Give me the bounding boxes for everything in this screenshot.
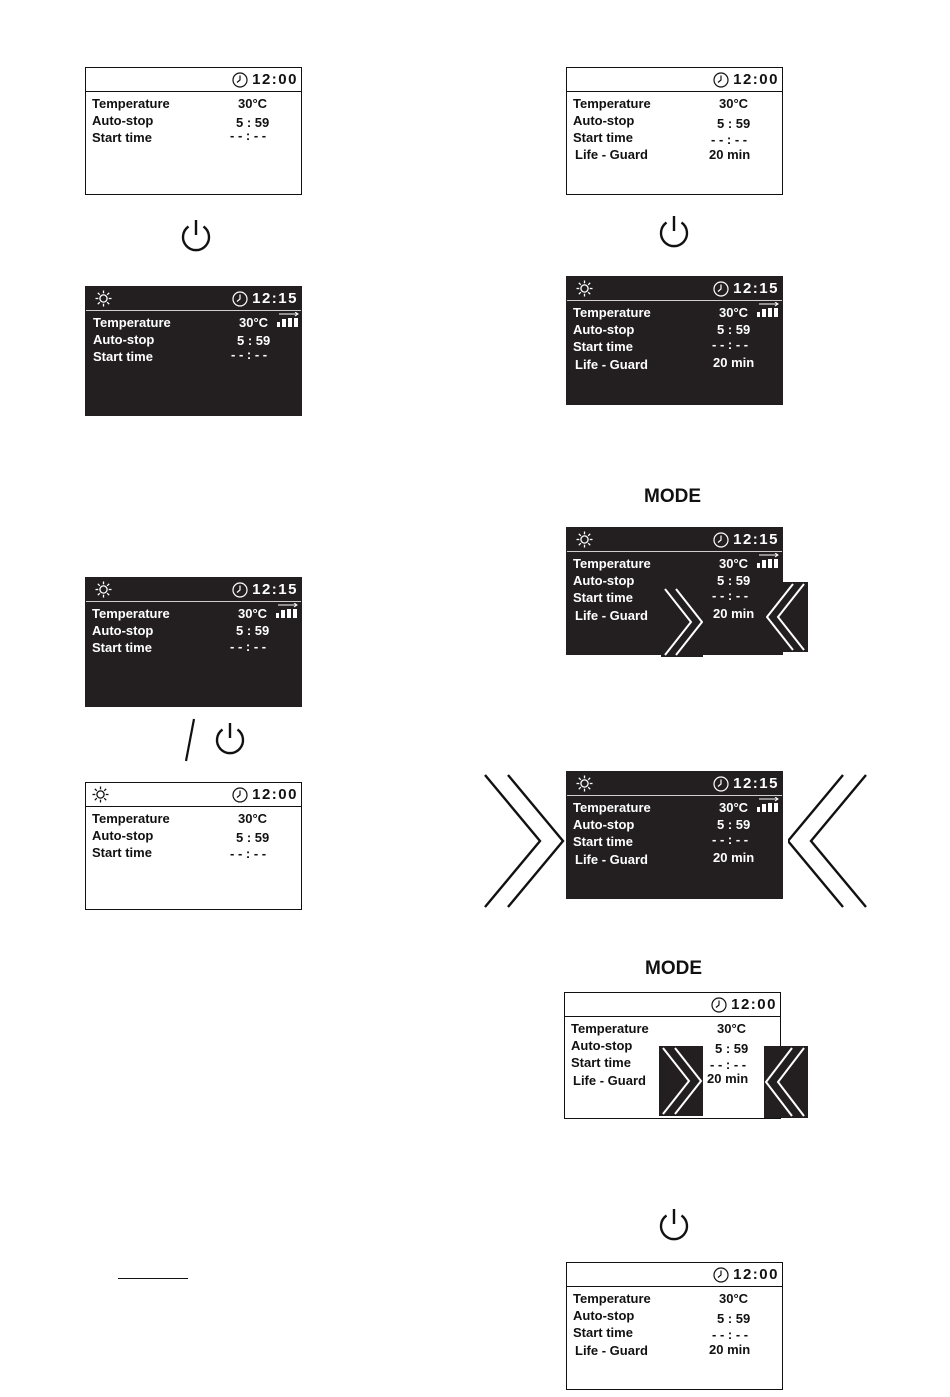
value-start-time: - - : - - [230, 846, 267, 861]
value-start-time: - - : - - [712, 337, 749, 352]
label-start-time: Start time [92, 130, 152, 145]
value-auto-stop: 5 : 59 [715, 1041, 749, 1056]
value-life-guard: 20 min [713, 606, 755, 621]
label-auto-stop: Auto-stop [92, 113, 154, 128]
clock-time: 12:15 [733, 531, 779, 548]
display-screen-on [85, 286, 302, 416]
clock-time: 12:15 [252, 581, 298, 598]
value-start-time: - - : - - [712, 832, 749, 847]
label-auto-stop: Auto-stop [573, 322, 635, 337]
value-start-time: - - : - - [712, 588, 749, 603]
clock [711, 996, 777, 1013]
clock-icon [711, 997, 727, 1013]
signal-bars-icon [756, 553, 780, 569]
label-life-guard: Life - Guard [575, 852, 648, 867]
sun-icon [95, 581, 112, 598]
clock [232, 786, 298, 803]
clock-time: 12:00 [731, 996, 777, 1013]
chevron-left-icon [788, 772, 872, 910]
display-screen-on [566, 771, 783, 899]
clock [232, 290, 298, 307]
label-start-time: Start time [573, 590, 633, 605]
screen-header [567, 68, 782, 92]
value-temperature: 30°C [717, 1021, 747, 1036]
display-screen-on [85, 577, 302, 707]
mode-button-label: MODE [645, 958, 702, 979]
value-temperature: 30°C [239, 315, 269, 330]
value-temperature: 30°C [719, 556, 749, 571]
value-temperature: 30°C [719, 1291, 749, 1306]
screen-header [567, 1263, 782, 1287]
label-auto-stop: Auto-stop [93, 332, 155, 347]
label-auto-stop: Auto-stop [92, 623, 154, 638]
value-start-time: - - : - - [230, 639, 267, 654]
label-auto-stop: Auto-stop [92, 828, 154, 843]
clock-time: 12:15 [733, 280, 779, 297]
value-auto-stop: 5 : 59 [236, 115, 270, 130]
value-auto-stop: 5 : 59 [717, 1311, 751, 1326]
mode-button-label: MODE [644, 486, 701, 507]
clock-icon [713, 281, 729, 297]
value-life-guard: 20 min [713, 355, 755, 370]
value-start-time: - - : - - [231, 347, 268, 362]
label-auto-stop: Auto-stop [573, 817, 635, 832]
label-start-time: Start time [573, 834, 633, 849]
sun-icon [576, 531, 593, 548]
power-icon [655, 213, 693, 251]
value-temperature: 30°C [238, 811, 268, 826]
clock-icon [232, 291, 248, 307]
value-start-time: - - : - - [710, 1057, 747, 1072]
label-life-guard: Life - Guard [575, 1343, 648, 1358]
value-auto-stop: 5 : 59 [236, 830, 270, 845]
screen-header [567, 528, 782, 552]
label-auto-stop: Auto-stop [573, 113, 635, 128]
value-life-guard: 20 min [713, 850, 755, 865]
clock [713, 531, 779, 548]
label-start-time: Start time [573, 1325, 633, 1340]
sun-icon [92, 786, 109, 803]
label-start-time: Start time [92, 845, 152, 860]
clock [713, 71, 779, 88]
sun-icon [95, 290, 112, 307]
display-screen-off [566, 67, 783, 195]
clock-icon [713, 72, 729, 88]
power-icon [211, 720, 249, 758]
power-icon [177, 217, 215, 255]
clock-time: 12:00 [733, 71, 779, 88]
chevron-right-icon [661, 587, 703, 657]
display-screen-off [85, 67, 302, 195]
label-auto-stop: Auto-stop [573, 1308, 635, 1323]
screen-header [567, 277, 782, 301]
display-screen-off [85, 782, 302, 910]
label-temperature: Temperature [573, 305, 651, 320]
label-life-guard: Life - Guard [575, 608, 648, 623]
value-auto-stop: 5 : 59 [236, 623, 270, 638]
clock [713, 775, 779, 792]
screen-header [86, 578, 301, 602]
label-temperature: Temperature [573, 1291, 651, 1306]
chevron-left-icon [764, 1046, 808, 1118]
label-life-guard: Life - Guard [575, 147, 648, 162]
signal-bars-icon [756, 302, 780, 318]
chevron-left-icon [766, 582, 808, 652]
signal-bars-icon [276, 312, 300, 328]
value-life-guard: 20 min [707, 1071, 749, 1086]
value-auto-stop: 5 : 59 [717, 573, 751, 588]
sun-icon [576, 280, 593, 297]
label-start-time: Start time [93, 349, 153, 364]
clock-time: 12:00 [733, 1266, 779, 1283]
clock [713, 1266, 779, 1283]
label-life-guard: Life - Guard [575, 357, 648, 372]
clock-time: 12:00 [252, 786, 298, 803]
underline-rule [118, 1278, 188, 1279]
screen-header [565, 993, 780, 1017]
value-auto-stop: 5 : 59 [237, 333, 271, 348]
label-temperature: Temperature [573, 800, 651, 815]
label-temperature: Temperature [573, 556, 651, 571]
screen-header [86, 287, 301, 311]
clock [232, 71, 298, 88]
label-temperature: Temperature [93, 315, 171, 330]
label-temperature: Temperature [92, 606, 170, 621]
chevron-right-icon [481, 772, 565, 910]
value-life-guard: 20 min [709, 1342, 751, 1357]
value-temperature: 30°C [719, 96, 749, 111]
chevron-right-icon [659, 1046, 703, 1116]
value-auto-stop: 5 : 59 [717, 322, 751, 337]
slash-separator [183, 718, 197, 762]
screen-header [567, 772, 782, 796]
label-life-guard: Life - Guard [573, 1073, 646, 1088]
label-temperature: Temperature [571, 1021, 649, 1036]
screen-header [86, 783, 301, 807]
clock-icon [232, 72, 248, 88]
label-temperature: Temperature [573, 96, 651, 111]
value-temperature: 30°C [238, 606, 268, 621]
clock-time: 12:00 [252, 71, 298, 88]
label-start-time: Start time [573, 130, 633, 145]
label-temperature: Temperature [92, 96, 170, 111]
label-auto-stop: Auto-stop [571, 1038, 633, 1053]
value-auto-stop: 5 : 59 [717, 817, 751, 832]
screen-header [86, 68, 301, 92]
value-temperature: 30°C [238, 96, 268, 111]
sun-icon [576, 775, 593, 792]
signal-bars-icon [275, 603, 299, 619]
signal-bars-icon [756, 797, 780, 813]
value-start-time: - - : - - [230, 128, 267, 143]
value-temperature: 30°C [719, 800, 749, 815]
label-auto-stop: Auto-stop [573, 573, 635, 588]
power-icon [655, 1206, 693, 1244]
clock-icon [713, 532, 729, 548]
clock-icon [232, 787, 248, 803]
label-start-time: Start time [573, 339, 633, 354]
clock-icon [713, 1267, 729, 1283]
display-screen-off [566, 1262, 783, 1390]
clock-time: 12:15 [733, 775, 779, 792]
clock-icon [713, 776, 729, 792]
value-temperature: 30°C [719, 305, 749, 320]
clock-time: 12:15 [252, 290, 298, 307]
label-temperature: Temperature [92, 811, 170, 826]
label-start-time: Start time [571, 1055, 631, 1070]
value-life-guard: 20 min [709, 147, 751, 162]
clock [713, 280, 779, 297]
clock-icon [232, 582, 248, 598]
value-start-time: - - : - - [712, 1327, 749, 1342]
clock [232, 581, 298, 598]
value-auto-stop: 5 : 59 [717, 116, 751, 131]
label-start-time: Start time [92, 640, 152, 655]
display-screen-on [566, 276, 783, 405]
value-start-time: - - : - - [711, 132, 748, 147]
